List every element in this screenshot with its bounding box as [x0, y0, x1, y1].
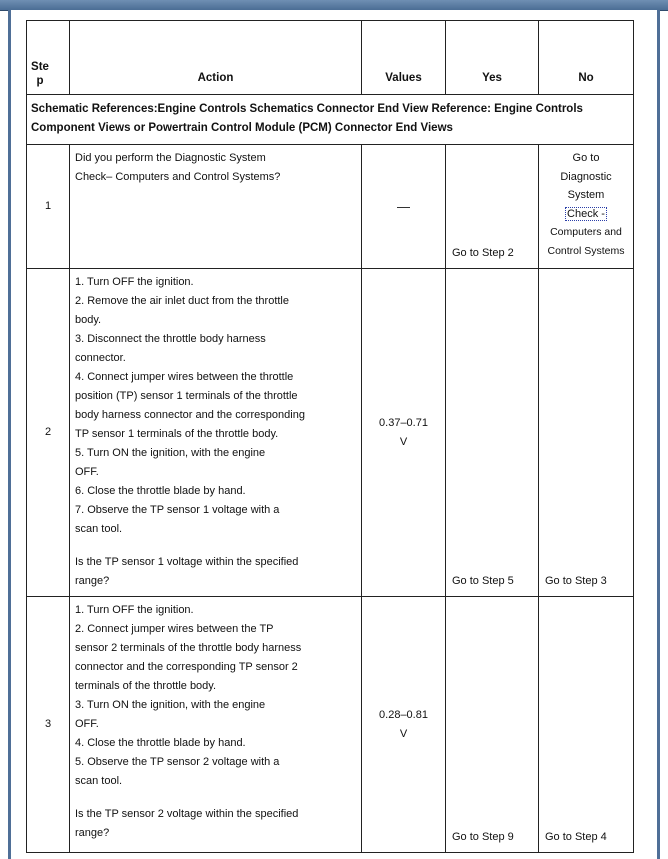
value-unit: V [399, 435, 408, 448]
action-cell [70, 269, 362, 597]
action-line: position (TP) sensor 1 terminals of the throttle [75, 390, 298, 402]
table-row [27, 269, 634, 597]
action-line: body. [75, 314, 102, 326]
action-line: 6. Close the throttle blade by hand. [75, 485, 246, 497]
question-line: Is the TP sensor 1 voltage within the specified [75, 556, 299, 568]
action-line: 2. Connect jumper wires between the TP [75, 623, 274, 635]
header-yes: Yes [446, 21, 539, 95]
action-line: 3. Turn ON the ignition, with the engine [75, 699, 266, 711]
action-cell [70, 597, 362, 853]
no-line: Go to [572, 152, 600, 164]
action-line: 1. Turn OFF the ignition. [75, 276, 194, 288]
step-number: 2 [27, 269, 70, 597]
table-row [27, 597, 634, 853]
action-line: terminals of the throttle body. [75, 680, 217, 692]
action-line: 3. Disconnect the throttle body harness [75, 333, 266, 345]
action-line: scan tool. [75, 775, 123, 787]
table-row [27, 145, 634, 269]
value-cell [362, 269, 446, 597]
no-cell: Go to Step 3 [539, 269, 634, 597]
action-line: 4. Close the throttle blade by hand. [75, 737, 246, 749]
action-line: Did you perform the Diagnostic System [75, 152, 266, 164]
header-step: Step [27, 21, 70, 95]
action-cell [70, 145, 362, 269]
action-line: sensor 2 terminals of the throttle body harness [75, 642, 302, 654]
action-line: 1. Turn OFF the ignition. [75, 604, 194, 616]
yes-cell: Go to Step 5 [446, 269, 539, 597]
yes-cell: Go to Step 2 [446, 145, 539, 269]
no-cell [539, 145, 634, 269]
header-no: No [539, 21, 634, 95]
document-page [8, 10, 660, 859]
action-line: 7. Observe the TP sensor 1 voltage with a [75, 504, 280, 516]
header-action: Action [70, 21, 362, 95]
no-line: Computers and [550, 226, 622, 238]
no-line: Diagnostic [560, 170, 612, 183]
reference-row [27, 95, 634, 145]
schematic-references: Schematic References:Engine Controls Schematics Connector End View Reference: Engine Controls Component Views or Powertrain Control Module (PCM) Connector End Views [27, 95, 634, 145]
action-line: 4. Connect jumper wires between the throttle [75, 371, 294, 383]
step-number: 1 [27, 145, 70, 269]
diagnostic-table [26, 20, 634, 853]
no-line: System [567, 189, 605, 201]
question-line: range? [75, 575, 110, 587]
action-line: TP sensor 1 terminals of the throttle body. [75, 428, 279, 440]
value-cell: — [362, 145, 446, 269]
value-cell [362, 597, 446, 853]
header-values: Values [362, 21, 446, 95]
action-line: connector and the corresponding TP sensor 2 [75, 661, 298, 673]
action-line: scan tool. [75, 523, 123, 535]
question-line: range? [75, 827, 110, 839]
action-line: 5. Turn ON the ignition, with the engine [75, 447, 266, 459]
action-line: connector. [75, 352, 126, 364]
value-unit: V [399, 727, 408, 740]
check-link[interactable]: Check - [567, 207, 605, 220]
action-line: body harness connector and the corresponding [75, 409, 305, 421]
no-cell: Go to Step 4 [539, 597, 634, 853]
no-line: Control Systems [547, 244, 625, 257]
action-line: 5. Observe the TP sensor 2 voltage with a [75, 756, 280, 768]
header-row [27, 21, 634, 95]
question-line: Is the TP sensor 2 voltage within the specified [75, 808, 299, 820]
action-line: 2. Remove the air inlet duct from the throttle [75, 295, 289, 307]
action-line: OFF. [75, 718, 99, 730]
value-line: 0.37–0.71 [379, 416, 428, 429]
action-line: Check– Computers and Control Systems? [75, 171, 281, 183]
yes-cell: Go to Step 9 [446, 597, 539, 853]
step-number: 3 [27, 597, 70, 853]
value-line: 0.28–0.81 [379, 708, 428, 721]
action-line: OFF. [75, 466, 99, 478]
